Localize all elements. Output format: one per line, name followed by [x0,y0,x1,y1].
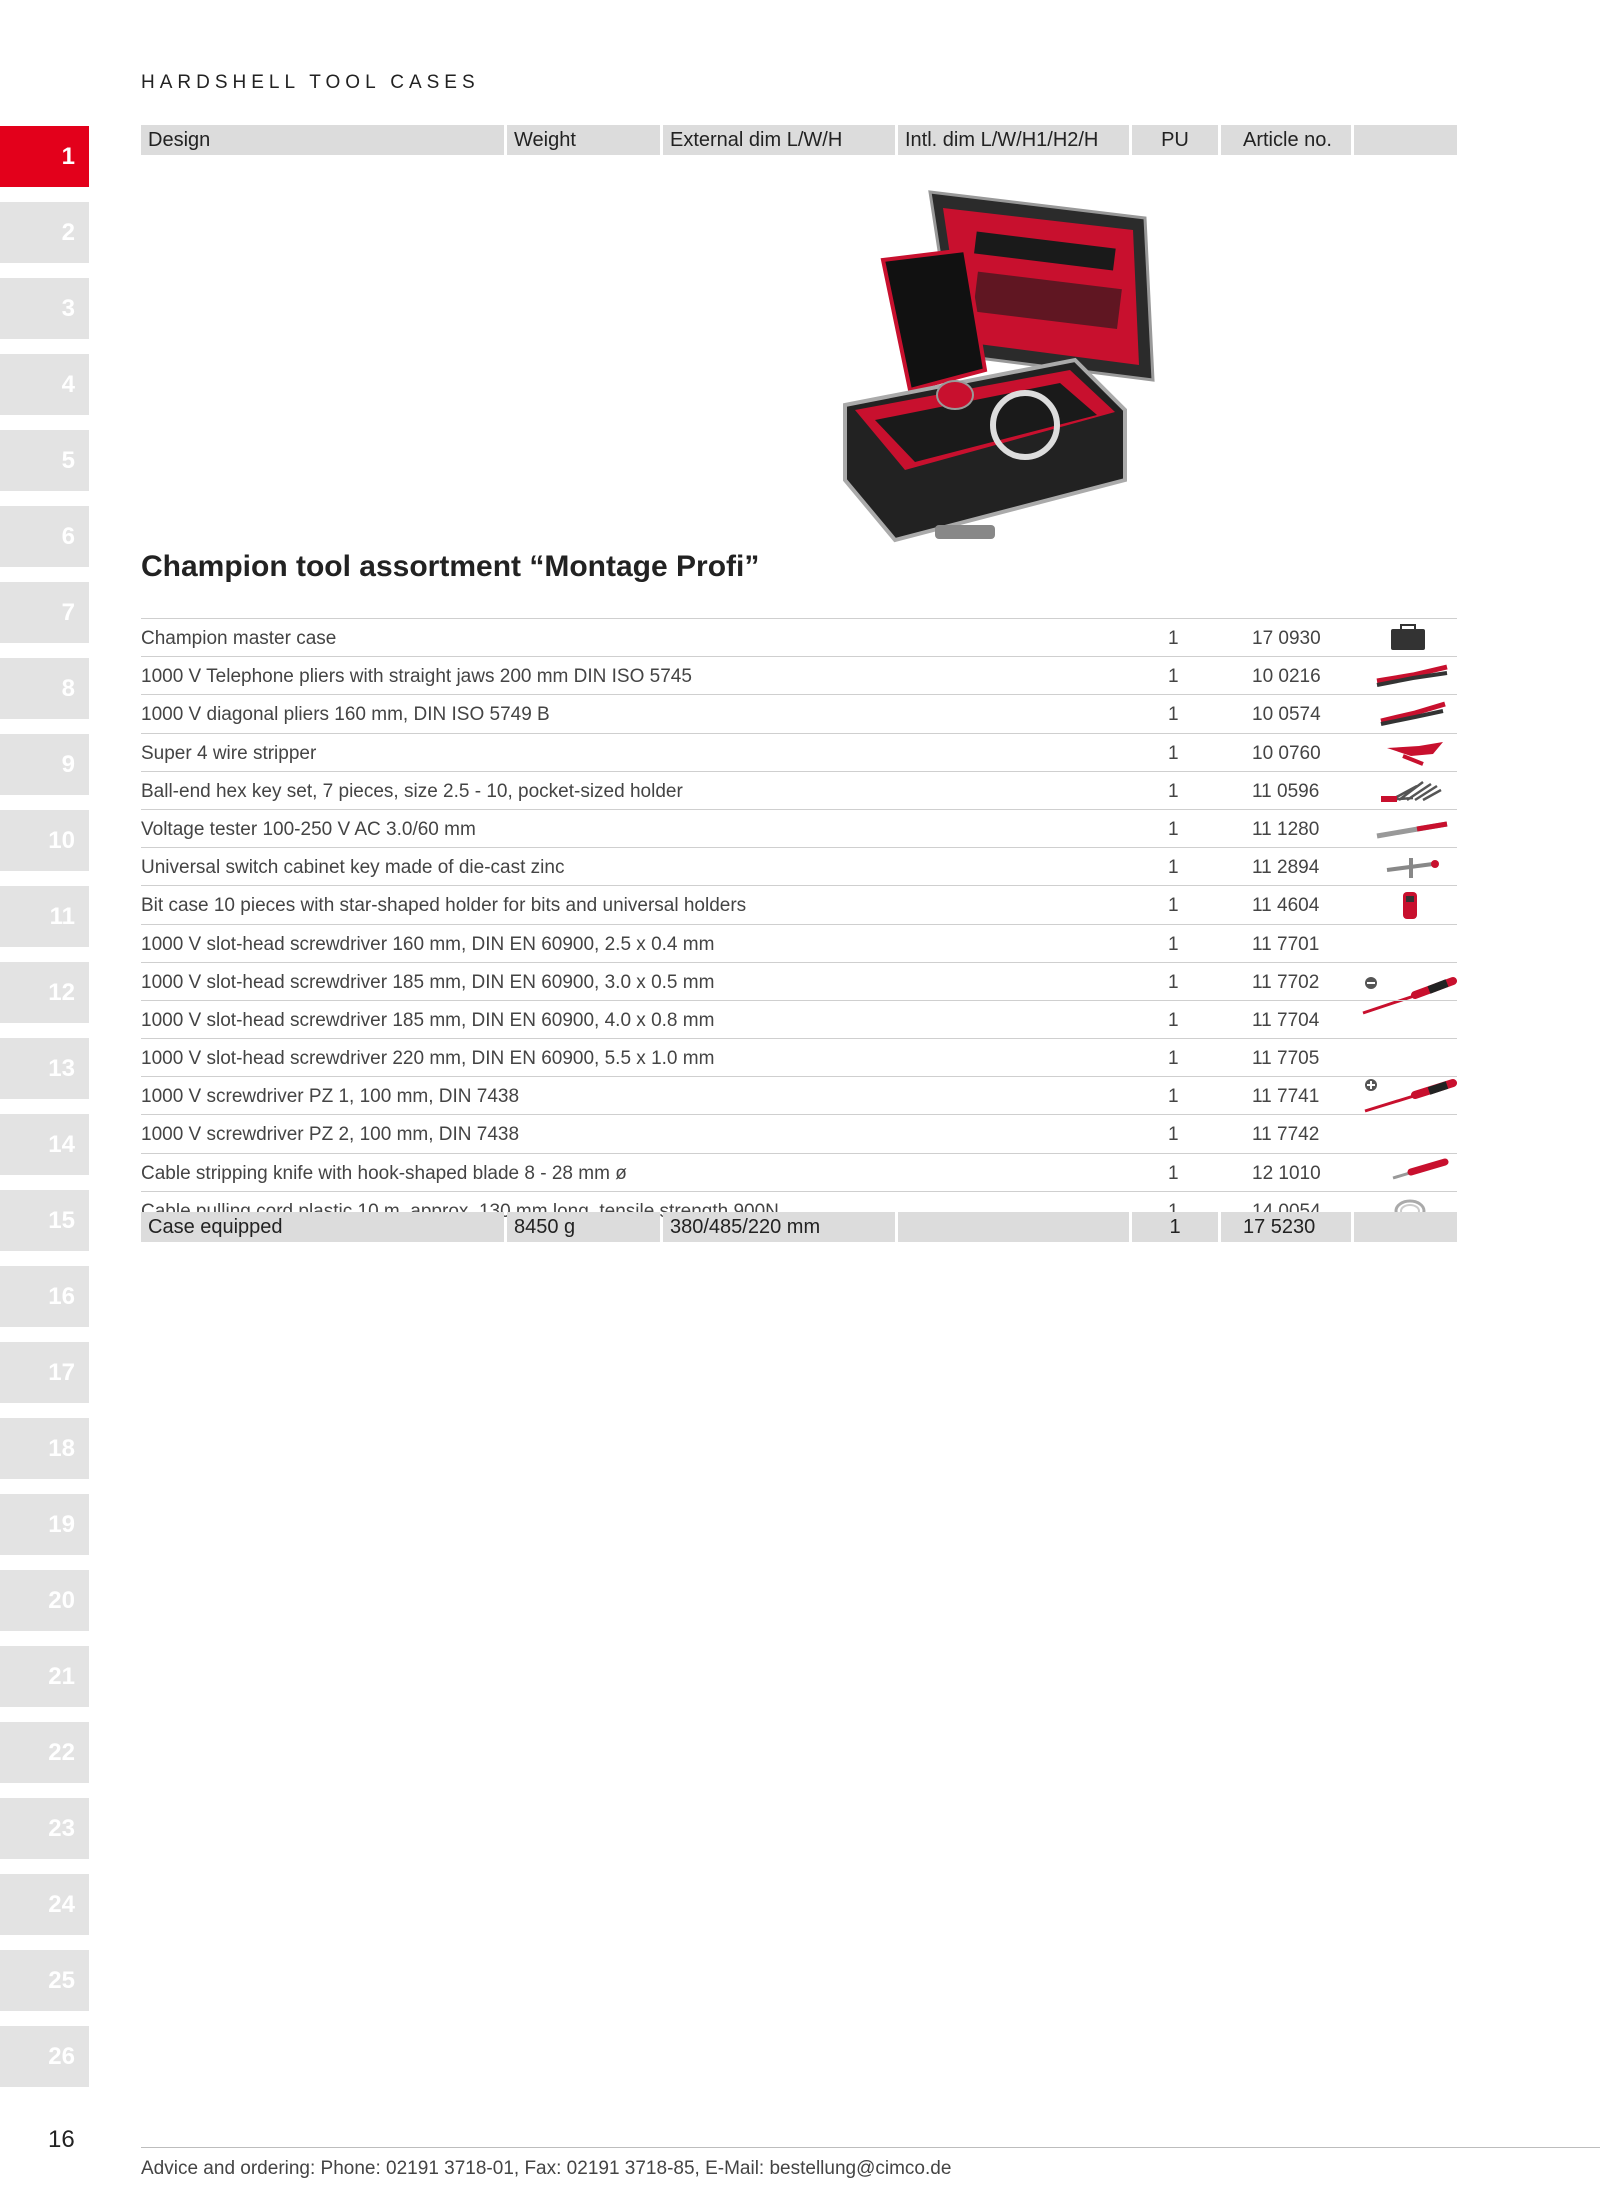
col-design: Design [141,125,504,155]
item-article-no: 12 1010 [1252,1162,1321,1184]
bit-case-icon [1363,890,1457,919]
table-row [141,1114,1457,1152]
chapter-tab[interactable]: 26 [0,2026,89,2087]
item-description: 1000 V Telephone pliers with straight jaws 200 mm DIN ISO 5745 [141,666,692,688]
footer-contact: Advice and ordering: Phone: 02191 3718-01, Fax: 02191 3718-85, E-Mail: bestellung@cimco.de [141,2158,952,2179]
pliers-icon [1363,661,1457,690]
chapter-tab[interactable]: 10 [0,810,89,871]
footer-divider [141,2147,1600,2148]
table-header [141,125,1457,155]
item-article-no: 11 1280 [1252,818,1320,840]
item-pu: 1 [1168,933,1179,955]
summary-article-no: 17 5230 [1221,1212,1351,1242]
item-pu: 1 [1168,971,1179,993]
chapter-tab[interactable]: 23 [0,1798,89,1859]
case-icon [1363,623,1457,652]
col-article-no: Article no. [1221,125,1351,155]
item-description: Super 4 wire stripper [141,742,317,764]
chapter-tab[interactable]: 1 [0,126,89,187]
item-description: Voltage tester 100-250 V AC 3.0/60 mm [141,818,476,840]
chapter-tabs [0,126,89,2102]
summary-external-dim: 380/485/220 mm [663,1212,895,1242]
item-description: 1000 V slot-head screwdriver 185 mm, DIN EN 60900, 4.0 x 0.8 mm [141,1009,715,1031]
chapter-tab[interactable]: 6 [0,506,89,567]
chapter-tab[interactable]: 5 [0,430,89,491]
col-external-dim: External dim L/W/H [663,125,895,155]
item-description: 1000 V screwdriver PZ 1, 100 mm, DIN 7438 [141,1086,520,1108]
table-row [141,847,1457,885]
chapter-tab[interactable]: 15 [0,1190,89,1251]
item-description: Champion master case [141,628,337,649]
item-article-no: 11 7705 [1252,1048,1320,1070]
item-article-no: 10 0216 [1252,666,1321,688]
item-article-no: 10 0760 [1252,742,1321,764]
chapter-tab[interactable]: 17 [0,1342,89,1403]
item-description: Ball-end hex key set, 7 pieces, size 2.5 - 10, pocket-sized holder [141,780,683,802]
item-list [141,618,1457,1229]
chapter-tab[interactable]: 21 [0,1646,89,1707]
summary-image-cell [1354,1212,1457,1242]
summary-row [141,1212,1457,1242]
item-description: 1000 V screwdriver PZ 2, 100 mm, DIN 7438 [141,1124,520,1146]
chapter-tab[interactable]: 24 [0,1874,89,1935]
item-pu: 1 [1168,704,1179,726]
chapter-tab[interactable]: 16 [0,1266,89,1327]
table-row [141,771,1457,809]
table-row [141,694,1457,732]
item-pu: 1 [1168,742,1179,764]
item-pu: 1 [1168,628,1179,649]
item-description: Cable stripping knife with hook-shaped blade 8 - 28 mm ø [141,1162,627,1184]
table-row [141,1000,1457,1038]
table-row [141,962,1457,1000]
table-row [141,809,1457,847]
table-row [141,733,1457,771]
item-description: 1000 V slot-head screwdriver 160 mm, DIN EN 60900, 2.5 x 0.4 mm [141,933,715,955]
chapter-tab[interactable]: 13 [0,1038,89,1099]
item-pu: 1 [1168,1162,1179,1184]
item-article-no: 11 0596 [1252,780,1320,802]
chapter-tab[interactable]: 18 [0,1418,89,1479]
table-row [141,656,1457,694]
chapter-tab[interactable]: 2 [0,202,89,263]
chapter-tab[interactable]: 22 [0,1722,89,1783]
wire-stripper-icon [1363,738,1457,767]
summary-internal-dim [898,1212,1129,1242]
table-row [141,1038,1457,1076]
chapter-tab[interactable]: 25 [0,1950,89,2011]
table-row [141,885,1457,923]
cabinet-key-icon [1363,852,1457,881]
hex-key-icon [1363,776,1457,805]
item-article-no: 11 4604 [1252,895,1320,917]
chapter-tab[interactable]: 20 [0,1570,89,1631]
chapter-tab[interactable]: 12 [0,962,89,1023]
chapter-tab[interactable]: 3 [0,278,89,339]
stripping-knife-icon [1363,1158,1457,1187]
chapter-tab[interactable]: 19 [0,1494,89,1555]
chapter-tab[interactable]: 7 [0,582,89,643]
item-pu: 1 [1168,780,1179,802]
item-article-no: 10 0574 [1252,704,1321,726]
item-pu: 1 [1168,818,1179,840]
chapter-tab[interactable]: 14 [0,1114,89,1175]
col-weight: Weight [507,125,660,155]
product-title: Champion tool assortment “Montage Profi” [141,550,760,583]
summary-pu: 1 [1132,1212,1218,1242]
item-description: 1000 V slot-head screwdriver 185 mm, DIN EN 60900, 3.0 x 0.5 mm [141,971,715,993]
item-pu: 1 [1168,1009,1179,1031]
item-pu: 1 [1168,857,1179,879]
item-article-no: 11 2894 [1252,857,1320,879]
item-article-no: 11 7701 [1252,933,1320,955]
col-image [1354,125,1457,155]
tool-case-image [835,180,1155,560]
table-row [141,1153,1457,1191]
item-pu: 1 [1168,1086,1179,1108]
table-row [141,618,1457,656]
item-pu: 1 [1168,666,1179,688]
item-article-no: 11 7742 [1252,1124,1320,1146]
chapter-tab[interactable]: 8 [0,658,89,719]
item-description: 1000 V slot-head screwdriver 220 mm, DIN EN 60900, 5.5 x 1.0 mm [141,1048,715,1070]
item-description: 1000 V diagonal pliers 160 mm, DIN ISO 5749 B [141,704,550,726]
diagonal-pliers-icon [1363,699,1457,728]
page-number: 16 [48,2126,75,2153]
col-internal-dim: Intl. dim L/W/H1/H2/H [898,125,1129,155]
chapter-tab[interactable]: 9 [0,734,89,795]
voltage-tester-icon [1363,814,1457,843]
item-pu: 1 [1168,895,1179,917]
summary-design: Case equipped [141,1212,504,1242]
item-pu: 1 [1168,1124,1179,1146]
item-article-no: 11 7741 [1252,1086,1320,1108]
item-article-no: 11 7702 [1252,971,1320,993]
item-description: Universal switch cabinet key made of die-cast zinc [141,857,565,879]
chapter-tab[interactable]: 11 [0,886,89,947]
item-pu: 1 [1168,1048,1179,1070]
item-article-no: 11 7704 [1252,1009,1320,1031]
summary-weight: 8450 g [507,1212,660,1242]
col-pu: PU [1132,125,1218,155]
table-row [141,924,1457,962]
item-article-no: 17 0930 [1252,628,1321,649]
table-row [141,1076,1457,1114]
section-title: HARDSHELL TOOL CASES [141,72,480,93]
chapter-tab[interactable]: 4 [0,354,89,415]
item-description: Bit case 10 pieces with star-shaped holder for bits and universal holders [141,895,747,917]
